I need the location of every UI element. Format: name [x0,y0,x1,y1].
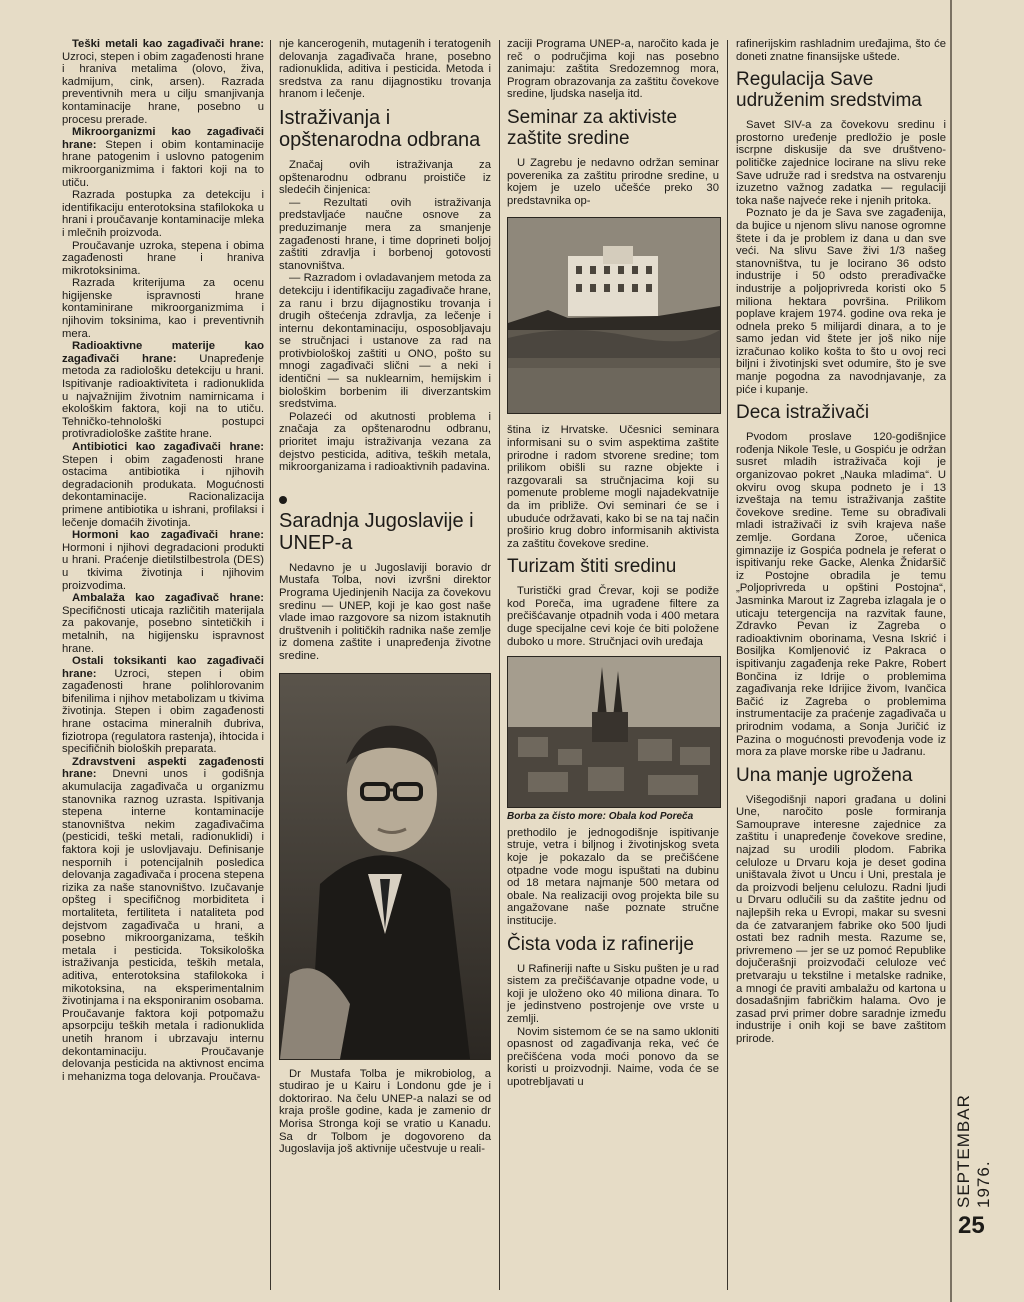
article-text: ština iz Hrvatske. Učesnici seminara informisani su o svim aspektima zaštite prirodne i radom stvorene sredine; tom prilikom obišli su razne objekte i razgovarali sa stručnjacima koji su pomenute probleme mogli najadekvatnije da im približe. Ovi seminari će se i ubuduće održavati, kako bi se na taj način proširio krug dobro informisanih aktivista za zaštitu čovekove sredine. [507,424,719,550]
article-text: Višegodišnji napori građana u dolini Une, naročito posle formiranja Samouprave interesne zajednice za zaštitu i unapređenje čovekove sredine, najzad su urodili plodom. Fabrika celuloze u Drvaru koja je deset godina uništavala život u Uncu i Uni, prestala je da proizvodi beljenu celulozu. Radni ljudi u Drvaru odlučili su da zaštite jednu od najlepših reka u Evropi, makar su svesni da će zatvaranjem fabrike oko 500 ljudi ostati bez radnih mesta. Razume se, privremeno — jer se uz pomoć Republike dojučerašnji proizvođači celuloze već pretvaraju u tekstilne i metalske radnike, a mnogi će praviti ambalažu od kartona u dosadašnjim fabričkim halama. Ovo je zasad prvi primer dobre saradnje između industrije i onih koji se bave zaštitom prirode. [736,793,946,1045]
column-3 [507,38,719,1089]
section-heading: Istraživanja i opštenarodna odbrana [279,106,481,151]
page-number: 25 [958,1212,985,1239]
article-paragraph: Ostali toksikanti kao zagađivači hrane: Uzroci, stepen i obim zagađenosti hrane polihlorovanim bifenilima i njihov metabolizam u tkivima životinja. Stepen i obim zagađenosti hrane ostacima mineralnih đubriva, fiziotropa (regulatora rastenja), ihtocida i specifičnih bioloških preparata. [62,655,264,756]
article-text: U Zagrebu je nedavno održan seminar poverenika za zaštitu prirodne sredine, u kojem je uzelo učešće preko 30 predstavnika op- [507,156,719,207]
column-rule-1 [270,40,271,1290]
article-paragraph: Razrada kriterijuma za ocenu higijenske ispravnosti hrane kontaminirane mikroorganizmima i njihovim toksinima, kao i preventivnih mera. [62,277,264,340]
article-paragraph: Antibiotici kao zagađivači hrane: Stepen i obim zagađenosti hrane ostacima antibiotika i njihovih degradacionih produkata. Mogućnosti dekontaminacije. Racionalizacija primene antibiotika u ishrani, profilaksi i lečenje domaćih životinja. [62,441,264,529]
city-illustration [508,657,720,807]
column-rule-2 [499,40,500,1290]
paragraph-lead: Teški metali kao zagađivači hrane: [72,38,264,50]
column-rule-3 [727,40,728,1290]
article-text: zaciji Programa UNEP-a, naročito kada je reč o područjima koji nas posebno zanimaju: zaštita Sredozemnog mora, Program obrazovanja za zaštitu čovekove sredine, ljudska naselja itd. [507,38,719,101]
column-1 [62,38,264,1083]
column-4 [736,38,946,1046]
photo-caption: Dr Mustafa Tolba je mikrobiolog, a studirao je u Kairu i Londonu gde je i doktorirao. Na čelu UNEP-a nalazi se od kraja prošle godine, kada je zamenio dr Morisa Stronga koji se vratio u Kanadu. Sa dr Tolbom je dogovoreno da Jugoslavija još aktivnije učestvuje u reali- [279,1067,491,1156]
article-text: U Rafineriji nafte u Sisku pušten je u rad sistem za prečišćavanje otpadne vode, u koji je uloženo oko 40 miliona dinara. To je jedinstveno postrojenje ove vrste u zemlji. [507,962,719,1025]
article-paragraph: Hormoni kao zagađivači hrane: Hormoni i njihovi degradacioni produkti u hrani. Praćenje dietilstilbestrola (DES) u tkivima životinja i njihovim proizvodima. [62,529,264,592]
section-heading: Seminar za aktiviste zaštite sredine [507,106,678,149]
portrait-illustration [280,674,490,1059]
paragraph-lead: Antibiotici kao zagađivači hrane: [72,441,264,453]
article-text: prethodilo je jednogodišnje ispitivanje struje, vetra i biljnog i životinjskog sveta koje je pokazalo da se prečišćene otpadne vode mogu ispuštati na dubinu od 18 metara najmanje 500 metara od obale. Na realizaciji ovog projekta bile su angažovane naše poznate stručne institucije. [507,826,719,927]
section-heading: Una manje ugrožena [736,764,913,786]
article-text: nje kancerogenih, mutagenih i teratogenih delovanja zagađivača hrane, posebno radionuklida, aditiva i pesticida. Metoda i sredstva za ranu dijagnostiku trovanja hranom i lečenje. [279,38,491,101]
section-heading: Regulacija Save udruženim sredstvima [736,69,922,112]
column-2 [279,38,491,1156]
article-paragraph: Mikroorganizmi kao zagađivači hrane: Stepen i obim kontaminacije hrane patogenim i uslovno patogenim mikroorganizmima i faktori koji na to utiču. [62,126,264,189]
paragraph-lead: Radioaktivne materije kao zagađivači hrane: [62,340,264,365]
page-edge-line [950,0,952,1302]
article-text: Savet SIV-a za čovekovu sredinu i prostorno uređenje predložio je posle iscrpne diskusije da sve društveno-političke zajednice locirane na slivu reke Save udruže rad i sredstva na ostvarenju izuzetno važnog zadatka — regulaciji toka naše najveće reke i njenih pritoka. [736,119,946,207]
paragraph-lead: Ambalaža kao zagađivač hrane: [72,592,264,605]
paragraph-lead: Zdravstveni aspekti zagađenosti hrane: [62,755,264,781]
article-text: Turistički grad Črevar, koji se podiže kod Poreča, ima ugrađene filtere za prečišćavanje otpadnih voda i 400 metara duge specijalne cevi koje će biti položene duboko u more. Stručnjaci ovih uređaja [507,585,719,648]
article-text: — Razradom i ovladavanjem metoda za detekciju i identifikaciju zagađivače hrane, za ranu i brzu dijagnostiku trovanja i drugih oštećenja zdravlja, za lečenje i internu dekontaminaciju, osposobljavaju se stručnjaci i ustanove za rad na protivbiološkoj zaštiti u ONO, pošto su mnogi zagađivači slični — a neki i identični — sa nuklearnim, hemijskim i biološkim borbenim ili diverzantskim sredstvima. [279,272,491,411]
article-text: rafinerijskim rashladnim uređajima, što će doneti znatne finansijske uštede. [736,38,946,63]
section-heading: Saradnja Jugoslavije i UNEP-a [279,488,491,554]
article-text: Novim sistemom će se na samo ukloniti opasnost od zagađivanja reka, već će prečišćena voda moći ponovo da se koristi u proizvodnji. Naime, voda će se upotrebljavati u [507,1025,719,1088]
paragraph-lead: Hormoni kao zagađivači hrane: [72,529,264,542]
city-photo [507,656,721,808]
section-heading: Deca istraživači [736,402,870,424]
issue-date: SEPTEMBAR 1976. [954,1094,993,1208]
article-paragraph: Ambalaža kao zagađivač hrane: Specifičnosti uticaja različitih materijala za pakovanje, posebno sintetičkih i metalnih, na higijensku ispravnost hrane. [62,592,264,655]
article-paragraph: Teški metali kao zagađivači hrane: Uzroci, stepen i obim zagađenosti hrane i hraniva metalima (olovo, živa, kadmijum, cink, arsen). Razrada preventivnih mera u cilju smanjivanja kontaminacije hrane, posebno u procesu prerade. [62,38,264,126]
portrait-photo [279,673,491,1060]
article-text: — Rezultati ovih istraživanja predstavljaće naučne osnove za preduzimanje mera za smanjenje zagađenosti hrane, i time doprineti boljoj zaštiti zdravlja i borbenoj gotovosti stanovništva. [279,196,491,272]
harbor-illustration [508,218,720,413]
paragraph-lead: Ostali toksikanti kao zagađivači hrane: [62,655,264,680]
paragraph-lead: Mikroorganizmi kao zagađivači hrane: [62,126,264,151]
article-text: Polazeći od akutnosti problema i značaja za opštenarodnu odbranu, prioritet imaju istraživanja vezana za dejstvo pesticida, aditiva, teških metala, mikroorganizama i radioaktivnih padavina. [279,410,491,474]
section-heading: Turizam štiti sredinu [507,556,677,578]
article-paragraph: Radioaktivne materije kao zagađivači hrane: Unapređenje metoda za radiološku detekciju u hrani. Ispitivanje radioaktiviteta i radionuklida u najvažnijim životnim namirnicama i ekološkim faktora, koji na to utiču. Tehničko-tehnološki postupci protivradiološke zaštite hrane. [62,340,264,441]
article-paragraph: Proučavanje uzroka, stepena i obima zagađenosti hrane i hraniva mikrotoksinima. [62,239,264,277]
section-heading: Čista voda iz rafinerije [507,933,694,955]
article-text: Poznato je da je Sava sve zagađenija, da bujice u njenom slivu nanose ogromne štete i da je problem iz dana u dan sve veći. Na slivu Save živi 1/3 našeg stanovništva, tu je locirano 36 odsto industrije i 50 odsto prerađivačke industrije a poljoprivreda koristi oko 5 miliona hektara površina. Prilikom poplave krajem 1974. godine ova reka je odnela preko 5 milijardi dinara, a to je samo jedan vid štete jer još niko nije izračunao koliko košta to što u ovoj reci biljni i životinjski svet odumire, što je sve manje pogodna za navodnjavanje, za piće i kupanje. [736,207,946,396]
landscape-photo [507,217,721,414]
article-text: Značaj ovih istraživanja za opštenarodnu odbranu proističe iz sledećih činjenica: [279,158,491,197]
bullet-dot-icon [279,496,287,504]
article-text: Pvodom proslave 120-godišnjice rođenja Nikole Tesle, u Gospiću je održan susret mladih istraživača koji je organizovao pokret „Nauka mladima“. U okviru ovog skupa podneto je i 13 izveštaja na temu istraživanja zaštite čovekove sredine. Teme su obrađivali mladi istraživači iz svih krajeva naše zemlje. Gordana Zoroe, učenica gimnazije iz Gospića podnela je referat o ispitivanju reke Gacke, Alenka Žnidaršič iz Postojne obradila je temu „Poljoprivreda u opštini Postojna“, Jasminka Marout iz Zagreba izlagala je o uticaju tetergencija na razvitak faune, Zdravko Pevan iz Zagreba o radioaktivnim oborinama, Vesna Iskrić i Bosiljka Komljenović iz Pakraca o ispitivanju zagađenja reke Pakre, Robert Bončina iz Idrije o problemima zagađivanja reke Idrijice živom, Ivančica Bačić iz Zagreba o problemima instrumentacije za praćenje zagađivača u prirodnim vodama, a Sonja Juričić iz Pazina o mogućnosti prevođenja vode iz mora za plave morske ribe u Jadranu. [736,431,946,759]
article-paragraph: Zdravstveni aspekti zagađenosti hrane: Dnevni unos i godišnja akumulacija zagađivača u organizmu stanovnika raznog uzrasta. Ispitivanja stepena interne kontaminacije stanovništva nekim zagađivačima (pesticidi, teški metali, radionuklidi) i faktora koji je uslovljavaju. Definisanje nespornih i potencijalnih posledica delovanja zagađivača i procena stepena rizika za naše stanovništvo. Izučavanje opšteg i specifičnog morbiditeta i mortaliteta, fertiliteta i nataliteta pod dejstvom zagađivača u hrani, a posebno mikroorganizama, teških metala i pesticida. Toksikološka istraživanja pesticida, teških metala, aditiva, enterotoksina stafilokoka i mikotoksina, na eksperimentalnim životinjama i na eksponiranim osobama. Proučavanje faktora koji potpomažu apsorpciju teških metala i radionuklida unetih hranom i ubrzavaju internu dekontaminaciju. Proučavanje delovanja pesticida na aktivnost encima i mehanizma toga delovanja. Proučava- [62,755,264,1083]
photo-caption: Borba za čisto more: Obala kod Poreča [507,811,694,823]
article-text: Nedavno je u Jugoslaviji boravio dr Mustafa Tolba, novi izvršni direktor Programa Ujedinjenih Nacija za čovekovu sredinu — UNEP, koji je kao gost naše vlade imao razgovore sa nizom istaknutih društvenih i političkih radnika naše zemlje iz domena zaštite i unapređenja životne sredine. [279,561,491,662]
article-paragraph: Razrada postupka za detekciju i identifikaciju enterotoksina stafilokoka u hrani i proučavanje kontaminacije mleka i mlečnih proizvoda. [62,189,264,239]
